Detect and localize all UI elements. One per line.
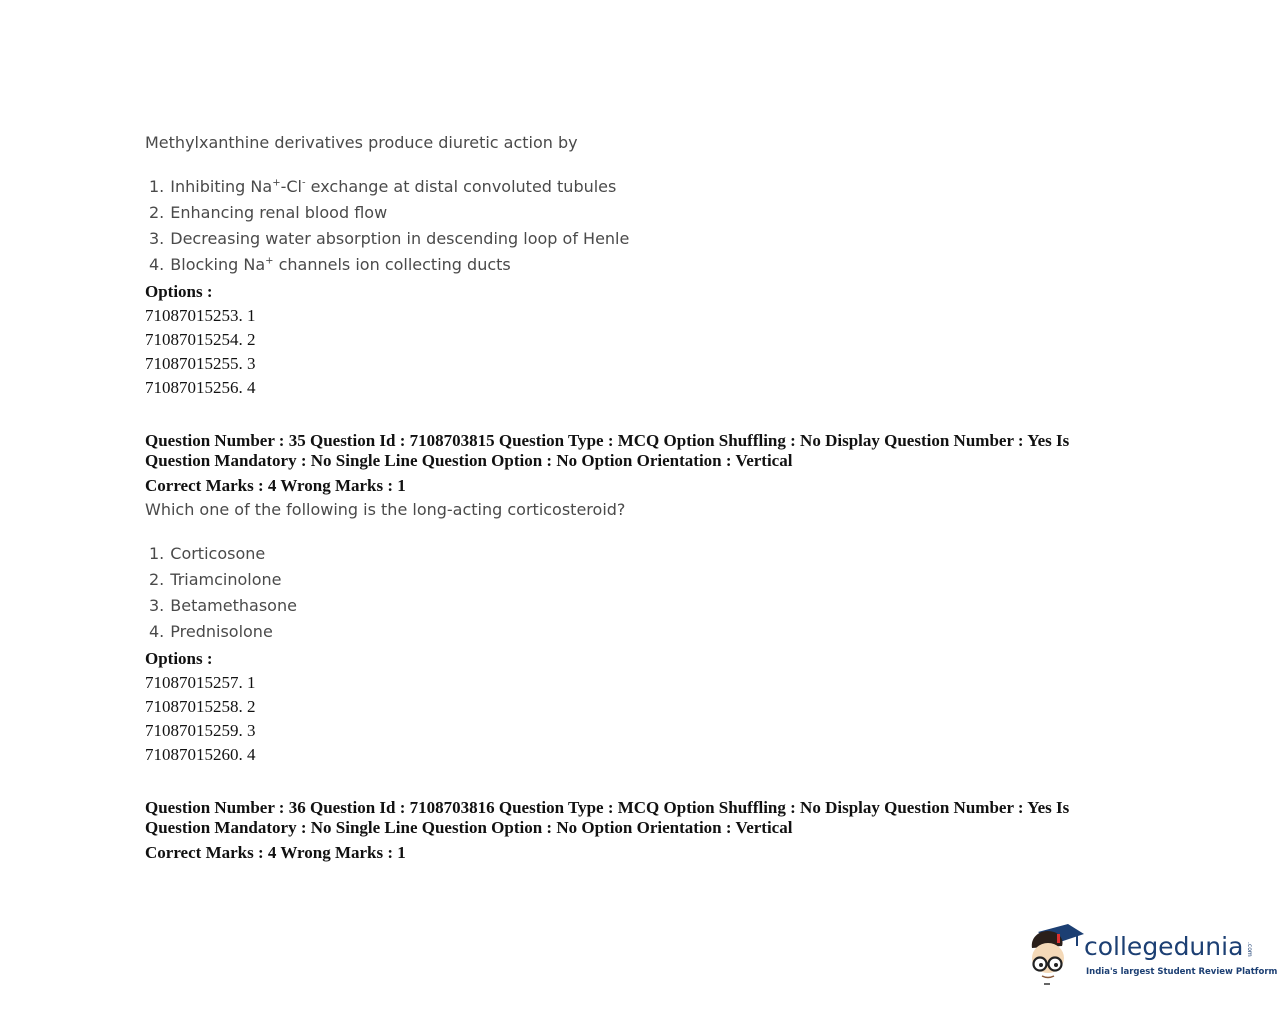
choice-number: 2. [149,203,165,222]
question-meta-line: Question Mandatory : No Single Line Question Option : No Option Orientation : Vertical [145,818,793,837]
choice-text-post: channels ion collecting ducts [273,255,511,274]
choice-number: 3. [149,596,165,615]
question-35-text: Which one of the following is the long-acting corticosteroid? [145,500,626,519]
question-35-options [145,647,256,767]
choice-superscript: - [301,177,306,189]
choice-item [145,174,629,200]
question-34-choices [145,174,629,278]
choice-number: 3. [149,229,165,248]
option-line: 71087015256. 4 [145,378,256,397]
choice-text: Prednisolone [170,622,273,641]
choice-number: 4. [149,255,165,274]
option-line: 71087015260. 4 [145,745,256,764]
option-line: 71087015253. 1 [145,306,256,325]
collegedunia-logo [1024,918,1278,990]
choice-text-pre: Blocking Na [170,255,266,274]
question-marks: Correct Marks : 4 Wrong Marks : 1 [145,843,406,862]
logo-wordmark: collegedunia [1084,932,1244,961]
logo-tagline: India's largest Student Review Platform [1086,967,1278,977]
option-line: 71087015257. 1 [145,673,256,692]
choice-item [145,593,297,619]
choice-item [145,200,629,226]
option-line: 71087015259. 3 [145,721,256,740]
question-marks: Correct Marks : 4 Wrong Marks : 1 [145,476,406,495]
choice-text: Enhancing renal blood flow [170,203,388,222]
option-line: 71087015258. 2 [145,697,256,716]
option-line: 71087015254. 2 [145,330,256,349]
choice-superscript: + [265,255,274,267]
question-35-meta [145,431,1105,498]
choice-item [145,252,629,278]
logo-com-suffix: .com [1246,942,1253,957]
choice-item [145,567,297,593]
choice-item [145,541,297,567]
choice-number: 2. [149,570,165,589]
question-meta-line: Question Mandatory : No Single Line Question Option : No Option Orientation : Vertical [145,451,793,470]
choice-text: Triamcinolone [170,570,282,589]
choice-text: Decreasing water absorption in descending loop of Henle [170,229,630,248]
question-34-text: Methylxanthine derivatives produce diuretic action by [145,133,578,152]
choice-number: 1. [149,177,165,196]
choice-text: Corticosone [170,544,266,563]
option-line: 71087015255. 3 [145,354,256,373]
question-meta-line: Question Number : 35 Question Id : 7108703815 Question Type : MCQ Option Shuffling : No Display Question Number : Yes Is [145,431,1070,450]
question-36-meta [145,798,1105,865]
choice-number: 1. [149,544,165,563]
question-34-options [145,280,256,400]
options-label: Options : [145,649,213,668]
choice-item [145,226,629,252]
choice-text-post: exchange at distal convoluted tubules [305,177,617,196]
question-35-choices [145,541,297,645]
choice-text: Betamethasone [170,596,297,615]
graduate-mascot-icon [1024,918,1086,990]
choice-superscript: + [272,177,281,189]
choice-text-pre: Inhibiting Na [170,177,273,196]
question-meta-line: Question Number : 36 Question Id : 7108703816 Question Type : MCQ Option Shuffling : No Display Question Number : Yes Is [145,798,1070,817]
choice-item [145,619,297,645]
choice-number: 4. [149,622,165,641]
options-label: Options : [145,282,213,301]
choice-text-mid: -Cl [280,177,302,196]
